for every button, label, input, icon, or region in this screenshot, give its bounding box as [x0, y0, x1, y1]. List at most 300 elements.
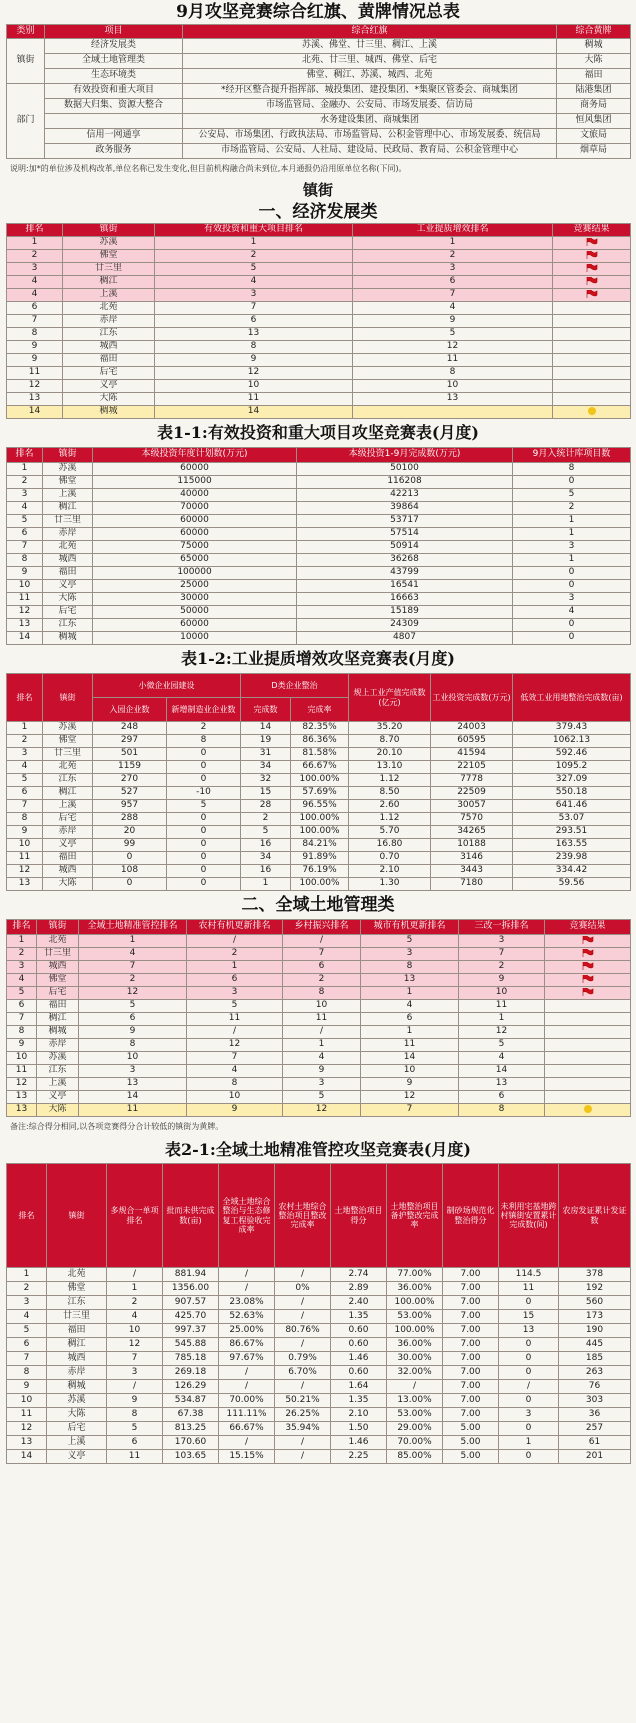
- table-cell: 57514: [297, 528, 513, 541]
- table-cell: 20: [93, 826, 167, 839]
- table-cell: 4: [283, 1052, 361, 1065]
- table-cell: 4: [155, 276, 353, 289]
- table-cell: 11: [7, 1408, 47, 1422]
- table-cell: 12: [283, 1104, 361, 1117]
- result-cell: [553, 380, 631, 393]
- table-cell: 4: [353, 302, 553, 315]
- table-row: [7, 463, 631, 476]
- table-cell: 1: [7, 722, 43, 735]
- table-cell: 12: [187, 1039, 283, 1052]
- table-row: [7, 606, 631, 619]
- table-cell: 907.57: [163, 1296, 219, 1310]
- table-cell: 257: [559, 1422, 631, 1436]
- table-cell: 3: [513, 593, 631, 606]
- t21-title: 表2-1:全域土地精准管控攻坚竞赛表(月度): [165, 1140, 471, 1159]
- table-cell: 13: [7, 619, 43, 632]
- table-cell: 大陈: [47, 1408, 107, 1422]
- table-cell: 13: [7, 1091, 37, 1104]
- table-cell: 53.07: [513, 813, 631, 826]
- table-cell: 后宅: [63, 367, 155, 380]
- table-row: [7, 1366, 631, 1380]
- table-cell: 6: [7, 528, 43, 541]
- table-row: [7, 502, 631, 515]
- table-cell: 8: [513, 463, 631, 476]
- table-cell: 1.12: [349, 774, 431, 787]
- table-cell: 8.50: [349, 787, 431, 800]
- table-cell: 16: [241, 865, 291, 878]
- yellow-card-cell: 陆港集团: [557, 84, 631, 99]
- table-row: [7, 748, 631, 761]
- table-cell: 67.38: [163, 1408, 219, 1422]
- table-row: [7, 263, 631, 276]
- table-cell: 6: [155, 315, 353, 328]
- table-cell: 江东: [47, 1296, 107, 1310]
- table-cell: 111.11%: [219, 1408, 275, 1422]
- table-row: [7, 114, 631, 129]
- table-cell: 大陈: [37, 1104, 79, 1117]
- table-cell: 192: [559, 1282, 631, 1296]
- table-cell: /: [187, 935, 283, 948]
- item-cell: 信用一网通享: [45, 129, 183, 144]
- table-cell: 6: [459, 1091, 545, 1104]
- table-row: [7, 935, 631, 948]
- table-row: [7, 1352, 631, 1366]
- table-cell: 大陈: [43, 878, 93, 891]
- table-cell: 14: [155, 406, 353, 419]
- column-header: 未利用宅基地跨村镇街安置累计完成数(间): [499, 1164, 559, 1268]
- table-cell: 42213: [297, 489, 513, 502]
- summary-table: [6, 24, 631, 159]
- table-cell: 534.87: [163, 1394, 219, 1408]
- table-cell: 赤岸: [37, 1039, 79, 1052]
- table-cell: 10: [155, 380, 353, 393]
- table-cell: 14: [241, 722, 291, 735]
- table-cell: 85.00%: [387, 1450, 443, 1464]
- table-cell: 9: [7, 567, 43, 580]
- table-cell: 6.70%: [275, 1366, 331, 1380]
- column-header: 镇街: [63, 224, 155, 237]
- table-cell: 佛堂: [47, 1282, 107, 1296]
- table-cell: 0.70: [349, 852, 431, 865]
- table-cell: 大陈: [43, 593, 93, 606]
- table-cell: 7: [353, 289, 553, 302]
- table-cell: 2.10: [331, 1408, 387, 1422]
- category-cell: 部门: [7, 84, 45, 159]
- table-cell: 10: [283, 1000, 361, 1013]
- red-flag-icon: [586, 238, 598, 246]
- table-cell: 0: [167, 826, 241, 839]
- table-cell: 2: [459, 961, 545, 974]
- table-cell: 8: [155, 341, 353, 354]
- table-cell: 13: [155, 328, 353, 341]
- table-cell: 赤岸: [63, 315, 155, 328]
- table-cell: 86.36%: [291, 735, 349, 748]
- yellow-card-cell: 稠城: [557, 39, 631, 54]
- table-cell: 北苑: [37, 935, 79, 948]
- result-cell: [545, 1104, 631, 1117]
- table-cell: 8.70: [349, 735, 431, 748]
- table-cell: 苏溪: [43, 463, 93, 476]
- table-cell: 4: [513, 606, 631, 619]
- table-cell: 11: [107, 1450, 163, 1464]
- table-cell: 30000: [93, 593, 297, 606]
- table-cell: 13: [79, 1078, 187, 1091]
- table-cell: 10: [7, 580, 43, 593]
- table-cell: 5: [513, 489, 631, 502]
- table-row: [7, 1380, 631, 1394]
- table-cell: 12: [459, 1026, 545, 1039]
- table-cell: 2: [283, 974, 361, 987]
- table-cell: 4: [7, 276, 63, 289]
- item-cell: 经济发展类: [45, 39, 183, 54]
- table-cell: 1.12: [349, 813, 431, 826]
- table-cell: 288: [93, 813, 167, 826]
- table-cell: 785.18: [163, 1352, 219, 1366]
- table-cell: 30057: [431, 800, 513, 813]
- column-header: 三改一拆排名: [459, 920, 545, 935]
- table-cell: /: [107, 1380, 163, 1394]
- table-cell: 91.89%: [291, 852, 349, 865]
- table-row: [7, 515, 631, 528]
- table-cell: 北苑: [47, 1268, 107, 1282]
- table-cell: /: [275, 1268, 331, 1282]
- table-cell: 5: [187, 1000, 283, 1013]
- table-row: [7, 489, 631, 502]
- table-cell: 813.25: [163, 1422, 219, 1436]
- econ-table: [6, 223, 631, 419]
- table-cell: 3: [459, 935, 545, 948]
- table-cell: 5: [459, 1039, 545, 1052]
- table-cell: 后宅: [43, 813, 93, 826]
- table-cell: 445: [559, 1338, 631, 1352]
- table-cell: 3: [499, 1408, 559, 1422]
- table-cell: 170.60: [163, 1436, 219, 1450]
- column-header: 低效工业用地整治完成数(亩): [513, 674, 631, 722]
- table-row: [7, 1268, 631, 1282]
- table-cell: 5: [241, 826, 291, 839]
- table-cell: 2: [7, 250, 63, 263]
- table-cell: 福田: [63, 354, 155, 367]
- table-cell: 34: [241, 761, 291, 774]
- table-cell: 9: [7, 1039, 37, 1052]
- table-cell: 82.35%: [291, 722, 349, 735]
- result-cell: [545, 1026, 631, 1039]
- table-cell: 1095.2: [513, 761, 631, 774]
- yellow-card-cell: 福田: [557, 69, 631, 84]
- table-cell: 7.00: [443, 1366, 499, 1380]
- table-row: [7, 1394, 631, 1408]
- table-cell: 6: [7, 1338, 47, 1352]
- table-cell: 297: [93, 735, 167, 748]
- table-cell: 13: [7, 393, 63, 406]
- table-cell: /: [275, 1436, 331, 1450]
- table-cell: 14: [7, 632, 43, 645]
- table-cell: 8: [353, 367, 553, 380]
- table-cell: 3: [513, 541, 631, 554]
- yellow-card-cell: 文旅局: [557, 129, 631, 144]
- table-row: [7, 800, 631, 813]
- result-cell: [545, 1013, 631, 1026]
- table-cell: 0: [513, 580, 631, 593]
- table-cell: 7: [7, 541, 43, 554]
- table-cell: 50.21%: [275, 1394, 331, 1408]
- table-cell: 7.00: [443, 1268, 499, 1282]
- table-row: [7, 1052, 631, 1065]
- table-cell: 0.60: [331, 1324, 387, 1338]
- table-cell: 稠城: [43, 632, 93, 645]
- table-cell: 1.50: [331, 1422, 387, 1436]
- red-flag-icon: [582, 975, 594, 983]
- table-cell: 7.00: [443, 1352, 499, 1366]
- table-cell: 0: [167, 813, 241, 826]
- table-cell: 5.70: [349, 826, 431, 839]
- table-cell: 0: [499, 1394, 559, 1408]
- table-cell: 城西: [63, 341, 155, 354]
- red-flag-cell: 水务建设集团、商城集团: [183, 114, 557, 129]
- table-cell: 100.00%: [291, 878, 349, 891]
- table-cell: 3: [283, 1078, 361, 1091]
- table-cell: 25.00%: [219, 1324, 275, 1338]
- table-cell: 0: [167, 865, 241, 878]
- table-cell: 50914: [297, 541, 513, 554]
- land-note: 备注:综合得分相同,以各项竞赛得分合计较低的镇街为黄牌。: [10, 1122, 224, 1131]
- table-cell: 263: [559, 1366, 631, 1380]
- table-cell: 1.35: [331, 1310, 387, 1324]
- column-header: 排名: [7, 224, 63, 237]
- table-row: [7, 1310, 631, 1324]
- column-header: 批而未供完成数(亩): [163, 1164, 219, 1268]
- table-cell: 4: [459, 1052, 545, 1065]
- column-header: 竞赛结果: [545, 920, 631, 935]
- table-cell: 14: [361, 1052, 459, 1065]
- table-cell: 5.00: [443, 1450, 499, 1464]
- table-cell: 江东: [37, 1065, 79, 1078]
- table-row: [7, 1104, 631, 1117]
- table-cell: 8: [107, 1408, 163, 1422]
- table-cell: /: [275, 1380, 331, 1394]
- table-cell: 3: [361, 948, 459, 961]
- table-cell: 1: [7, 935, 37, 948]
- table-cell: 100.00%: [291, 826, 349, 839]
- table-cell: 苏溪: [43, 722, 93, 735]
- table-cell: 1: [513, 554, 631, 567]
- table-cell: 84.21%: [291, 839, 349, 852]
- table-cell: 7: [361, 1104, 459, 1117]
- column-subheader: 完成数: [241, 698, 291, 722]
- table-cell: 1.46: [331, 1352, 387, 1366]
- table-cell: 8: [7, 328, 63, 341]
- table-cell: 7.00: [443, 1338, 499, 1352]
- red-flag-cell: 苏溪、佛堂、廿三里、稠江、上溪: [183, 39, 557, 54]
- column-header: 本级投资1-9月完成数(万元): [297, 448, 513, 463]
- table-cell: 126.29: [163, 1380, 219, 1394]
- table-cell: 0.60: [331, 1338, 387, 1352]
- table-row: [7, 144, 631, 159]
- table-row: [7, 99, 631, 114]
- table-cell: 248: [93, 722, 167, 735]
- table-cell: 1: [7, 463, 43, 476]
- table-cell: 77.00%: [387, 1268, 443, 1282]
- table-cell: 1: [79, 935, 187, 948]
- table-cell: 11: [79, 1104, 187, 1117]
- table-cell: 4: [7, 502, 43, 515]
- red-flag-cell: 市场监管局、公安局、人社局、建设局、民政局、教育局、公积金管理中心: [183, 144, 557, 159]
- table-cell: 1: [187, 961, 283, 974]
- table-cell: 303: [559, 1394, 631, 1408]
- table-cell: 6: [7, 302, 63, 315]
- table-cell: /: [219, 1268, 275, 1282]
- red-flag-cell: 公安局、市场集团、行政执法局、市场监管局、公积金管理中心、市场发展委、统信局: [183, 129, 557, 144]
- table-cell: 4: [107, 1310, 163, 1324]
- table-cell: 5: [7, 515, 43, 528]
- yellow-card-cell: 恒风集团: [557, 114, 631, 129]
- table-cell: 3: [7, 489, 43, 502]
- column-header: 综合黄牌: [557, 25, 631, 39]
- table-cell: 190: [559, 1324, 631, 1338]
- table-cell: /: [275, 1338, 331, 1352]
- table-cell: 上溪: [63, 289, 155, 302]
- table-cell: 江东: [43, 619, 93, 632]
- table-row: [7, 1324, 631, 1338]
- result-cell: [553, 237, 631, 250]
- table-cell: 100.00%: [387, 1296, 443, 1310]
- table-cell: 12: [353, 341, 553, 354]
- table-cell: 1.46: [331, 1436, 387, 1450]
- table-cell: 40000: [93, 489, 297, 502]
- table-cell: 12: [361, 1091, 459, 1104]
- result-cell: [545, 961, 631, 974]
- table-cell: 86.67%: [219, 1338, 275, 1352]
- table-cell: 76.19%: [291, 865, 349, 878]
- table-cell: 城西: [37, 961, 79, 974]
- table-row: [7, 632, 631, 645]
- table-cell: 2.89: [331, 1282, 387, 1296]
- table-row: [7, 567, 631, 580]
- table-row: [7, 813, 631, 826]
- table-cell: 1: [7, 237, 63, 250]
- table-cell: 32: [241, 774, 291, 787]
- table-row: [7, 787, 631, 800]
- table-cell: /: [187, 1026, 283, 1039]
- table-cell: 26.25%: [275, 1408, 331, 1422]
- table-cell: 7.00: [443, 1282, 499, 1296]
- table-cell: 997.37: [163, 1324, 219, 1338]
- table-cell: 4807: [297, 632, 513, 645]
- table-row: [7, 774, 631, 787]
- table-cell: 稠城: [63, 406, 155, 419]
- table-cell: 11: [7, 1065, 37, 1078]
- table-cell: 廿三里: [43, 515, 93, 528]
- table-cell: 96.55%: [291, 800, 349, 813]
- table-row: [7, 554, 631, 567]
- table-cell: 7: [7, 315, 63, 328]
- table-cell: 1159: [93, 761, 167, 774]
- table-cell: 13.10: [349, 761, 431, 774]
- yellow-card-icon: [588, 407, 596, 415]
- table-cell: 2: [7, 948, 37, 961]
- table-cell: 稠江: [43, 502, 93, 515]
- table-cell: 11: [155, 393, 353, 406]
- table-row: [7, 1078, 631, 1091]
- table-cell: 1: [283, 1039, 361, 1052]
- econ-title: 一、经济发展类: [258, 202, 378, 222]
- table-cell: 201: [559, 1450, 631, 1464]
- table-cell: 15189: [297, 606, 513, 619]
- table-cell: 185: [559, 1352, 631, 1366]
- table-row: [7, 393, 631, 406]
- table-cell: 8: [283, 987, 361, 1000]
- table-cell: 43799: [297, 567, 513, 580]
- table-row: [7, 619, 631, 632]
- table-cell: 3146: [431, 852, 513, 865]
- table-cell: 7.00: [443, 1380, 499, 1394]
- table-cell: 12: [7, 1078, 37, 1091]
- table-cell: 城西: [43, 554, 93, 567]
- table-cell: 28: [241, 800, 291, 813]
- table-cell: 6: [7, 1000, 37, 1013]
- item-cell: 全域土地管理类: [45, 54, 183, 69]
- table-cell: 8: [167, 735, 241, 748]
- t12-title: 表1-2:工业提质增效攻坚竞赛表(月度): [181, 649, 455, 668]
- table-cell: 11: [459, 1000, 545, 1013]
- column-header: 类别: [7, 25, 45, 39]
- table-cell: 22105: [431, 761, 513, 774]
- column-header: 综合红旗: [183, 25, 557, 39]
- table-cell: 60000: [93, 515, 297, 528]
- table-cell: 0%: [275, 1282, 331, 1296]
- table-cell: 稠城: [37, 1026, 79, 1039]
- table-cell: 11: [187, 1013, 283, 1026]
- table-cell: 293.51: [513, 826, 631, 839]
- result-cell: [553, 393, 631, 406]
- result-cell: [545, 948, 631, 961]
- table-cell: 545.88: [163, 1338, 219, 1352]
- table-cell: 60000: [93, 619, 297, 632]
- table-cell: 53717: [297, 515, 513, 528]
- table-cell: 22509: [431, 787, 513, 800]
- table-cell: 1: [155, 237, 353, 250]
- table-cell: 2: [155, 250, 353, 263]
- table-cell: 11: [7, 593, 43, 606]
- table-cell: 稠江: [37, 1013, 79, 1026]
- table-cell: 义亭: [63, 380, 155, 393]
- table-cell: 城西: [43, 865, 93, 878]
- table-cell: 35.94%: [275, 1422, 331, 1436]
- table-cell: [353, 406, 553, 419]
- table-cell: 10: [7, 1394, 47, 1408]
- table-cell: 1.30: [349, 878, 431, 891]
- table-cell: 7570: [431, 813, 513, 826]
- table-cell: 3: [7, 961, 37, 974]
- table-cell: 7.00: [443, 1408, 499, 1422]
- table-row: [7, 129, 631, 144]
- table-row: [7, 541, 631, 554]
- result-cell: [545, 987, 631, 1000]
- table-cell: 1: [513, 528, 631, 541]
- column-subheader: 新增制造业企业数: [167, 698, 241, 722]
- column-header: 本级投资年度计划数(万元): [93, 448, 297, 463]
- table-cell: 39864: [297, 502, 513, 515]
- table-cell: 527: [93, 787, 167, 800]
- item-cell: [45, 114, 183, 129]
- t11-table: [6, 447, 631, 645]
- red-flag-cell: 佛堂、稠江、苏溪、城西、北苑: [183, 69, 557, 84]
- table-cell: 廿三里: [37, 948, 79, 961]
- table-row: [7, 1436, 631, 1450]
- land-title: 二、全域土地管理类: [241, 895, 395, 915]
- table-cell: 2.60: [349, 800, 431, 813]
- table-cell: 赤岸: [47, 1366, 107, 1380]
